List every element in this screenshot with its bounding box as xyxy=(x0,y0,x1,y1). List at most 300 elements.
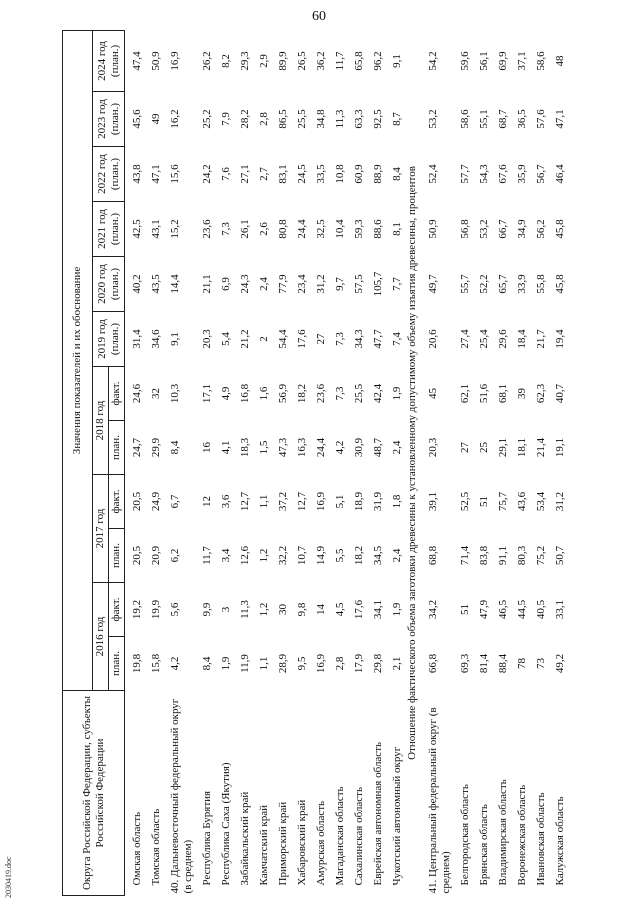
row-value-cell: 78 xyxy=(516,658,528,669)
table-row xyxy=(491,30,510,895)
row-value-cell: 10,8 xyxy=(334,164,346,184)
row-value-cell: 30 xyxy=(277,604,289,615)
row-value-cell: 65,8 xyxy=(353,51,365,71)
row-value-cell: 24,4 xyxy=(296,219,308,239)
row-value-cell: 18,2 xyxy=(353,545,365,566)
header-2016-plan: план. xyxy=(109,637,125,691)
row-value-cell: 4,2 xyxy=(334,440,346,455)
row-value-cell: 27,1 xyxy=(239,164,251,184)
row-region-name: Воронежская область xyxy=(516,784,528,886)
row-region-name: 40. Дальневосточный федеральный округ (в среднем) xyxy=(169,698,194,894)
header-values-title: Значения показателей и их обоснование xyxy=(63,30,93,690)
row-value-cell: 40,7 xyxy=(554,383,566,404)
row-value-cell: 68,1 xyxy=(497,383,509,404)
row-value-cell: 1,2 xyxy=(258,548,270,563)
row-value-cell: 18,4 xyxy=(516,329,528,349)
row-region-name: Омская область xyxy=(131,811,143,886)
row-value-cell: 20,5 xyxy=(131,491,143,512)
table-row xyxy=(214,30,233,895)
row-value-cell: 15,6 xyxy=(169,164,181,184)
row-value-cell: 16,8 xyxy=(239,383,251,404)
row-value-cell: 8,4 xyxy=(201,656,213,671)
row-value-cell: 21,2 xyxy=(239,329,251,349)
row-value-cell: 34,2 xyxy=(427,599,439,620)
row-value-cell: 14,4 xyxy=(169,274,181,294)
row-value-cell: 56,7 xyxy=(535,164,547,184)
row-value-cell: 24,5 xyxy=(296,164,308,184)
row-value-cell: 65,7 xyxy=(497,274,509,294)
row-region-name: Калужская область xyxy=(554,796,566,886)
row-value-cell: 16,3 xyxy=(296,437,308,458)
row-value-cell: 25,5 xyxy=(353,383,365,404)
row-value-cell: 17,6 xyxy=(353,599,365,620)
row-value-cell: 88,4 xyxy=(497,653,509,674)
row-value-cell: 52,5 xyxy=(459,491,471,512)
row-value-cell: 9,1 xyxy=(169,332,181,346)
row-value-cell: 11,9 xyxy=(239,654,251,673)
row-value-cell: 39 xyxy=(516,388,528,399)
row-value-cell: 7,3 xyxy=(334,386,346,401)
row-value-cell: 58,6 xyxy=(535,51,547,71)
row-value-cell: 6,2 xyxy=(169,548,181,563)
row-value-cell: 20,5 xyxy=(131,545,143,566)
row-value-cell: 52,4 xyxy=(427,164,439,184)
row-value-cell: 43,5 xyxy=(150,274,162,294)
row-region-name: Чукотский автономный округ xyxy=(391,746,403,886)
row-value-cell: 34,8 xyxy=(315,109,327,129)
row-value-cell: 5,6 xyxy=(169,602,181,617)
row-region-name: Брянская область xyxy=(478,804,490,886)
row-region-name: Белгородская область xyxy=(459,784,471,886)
row-value-cell: 53,4 xyxy=(535,491,547,512)
indicators-table xyxy=(62,30,567,896)
row-value-cell: 33,9 xyxy=(516,274,528,294)
row-value-cell: 4,9 xyxy=(220,386,232,401)
row-value-cell: 34,1 xyxy=(372,599,384,620)
row-value-cell: 2,8 xyxy=(258,112,270,126)
row-value-cell: 80,8 xyxy=(277,219,289,239)
row-value-cell: 49 xyxy=(150,113,162,125)
row-value-cell: 2,6 xyxy=(258,222,270,236)
row-value-cell: 23,6 xyxy=(315,383,327,404)
row-value-cell: 3,6 xyxy=(220,494,232,509)
row-value-cell: 2,4 xyxy=(391,440,403,455)
row-value-cell: 1,9 xyxy=(391,386,403,401)
row-region-name: Хабаровский край xyxy=(296,799,308,886)
row-value-cell: 49,2 xyxy=(554,653,566,674)
row-region-name: Еврейская автономная область xyxy=(372,741,384,886)
row-value-cell: 11,3 xyxy=(334,109,346,129)
row-value-cell: 75,2 xyxy=(535,545,547,566)
row-value-cell: 29,9 xyxy=(150,437,162,458)
row-value-cell: 8,4 xyxy=(391,167,403,181)
row-value-cell: 56,9 xyxy=(277,383,289,404)
row-value-cell: 7,3 xyxy=(220,222,232,236)
row-value-cell: 18,3 xyxy=(239,437,251,458)
row-value-cell: 54,4 xyxy=(277,329,289,349)
row-value-cell: 8,1 xyxy=(391,222,403,236)
row-value-cell: 29,6 xyxy=(497,329,509,349)
row-value-cell: 3 xyxy=(220,606,232,613)
row-value-cell: 25 xyxy=(478,442,490,453)
row-value-cell: 27 xyxy=(459,442,471,453)
rotated-table-sheet xyxy=(62,31,632,896)
row-value-cell: 12,7 xyxy=(239,491,251,512)
row-value-cell: 40,2 xyxy=(131,274,143,294)
row-value-cell: 7,7 xyxy=(391,277,403,291)
row-value-cell: 15,2 xyxy=(169,219,181,239)
row-value-cell: 32 xyxy=(150,388,162,399)
row-value-cell: 1,2 xyxy=(258,602,270,617)
row-value-cell: 35,9 xyxy=(516,164,528,184)
row-value-cell: 26,2 xyxy=(201,51,213,71)
header-2016-fact: факт. xyxy=(109,583,125,637)
row-value-cell: 50,9 xyxy=(427,219,439,239)
row-value-cell: 7,4 xyxy=(391,332,403,346)
table-row xyxy=(453,30,472,895)
row-value-cell: 43,8 xyxy=(131,164,143,184)
row-value-cell: 45,8 xyxy=(554,274,566,294)
table-row xyxy=(548,30,567,895)
row-value-cell: 51,6 xyxy=(478,383,490,404)
row-value-cell: 57,7 xyxy=(459,164,471,184)
header-2018: 2018 год xyxy=(93,367,109,475)
row-value-cell: 32,2 xyxy=(277,545,289,566)
row-value-cell: 21,4 xyxy=(535,437,547,458)
row-value-cell: 45 xyxy=(427,388,439,399)
row-value-cell: 4,5 xyxy=(334,602,346,617)
row-value-cell: 2,8 xyxy=(334,656,346,671)
table-row xyxy=(510,30,529,895)
row-value-cell: 57,6 xyxy=(535,109,547,129)
row-value-cell: 7,6 xyxy=(220,167,232,181)
row-value-cell: 54,3 xyxy=(478,164,490,184)
row-value-cell: 20,3 xyxy=(427,437,439,458)
row-region-name: Владимирская область xyxy=(497,779,509,886)
row-value-cell: 51 xyxy=(478,496,490,507)
row-value-cell: 55,8 xyxy=(535,274,547,294)
row-value-cell: 53,2 xyxy=(478,219,490,239)
row-value-cell: 25,4 xyxy=(478,329,490,349)
row-region-name: Приморский край xyxy=(277,801,289,886)
row-value-cell: 92,5 xyxy=(372,109,384,129)
row-value-cell: 11,3 xyxy=(239,600,251,619)
row-value-cell: 24,6 xyxy=(131,383,143,404)
row-value-cell: 56,1 xyxy=(478,51,490,71)
header-2021: 2021 год (план.) xyxy=(93,202,125,257)
row-value-cell: 33,5 xyxy=(315,164,327,184)
row-value-cell: 26,1 xyxy=(239,219,251,239)
row-value-cell: 27,4 xyxy=(459,329,471,349)
section-title: Отношение фактического объема заготовки древесины к установленному допустимому объему изъятия древесины, процентов xyxy=(406,166,418,760)
row-value-cell: 45,8 xyxy=(554,219,566,239)
row-value-cell: 24,9 xyxy=(150,491,162,512)
row-value-cell: 34,9 xyxy=(516,219,528,239)
row-value-cell: 105,7 xyxy=(372,271,384,297)
row-value-cell: 24,3 xyxy=(239,274,251,294)
table-row xyxy=(529,30,548,895)
row-value-cell: 19,4 xyxy=(554,329,566,349)
row-value-cell: 14 xyxy=(315,604,327,615)
row-value-cell: 20,6 xyxy=(427,329,439,349)
row-value-cell: 83,1 xyxy=(277,164,289,184)
row-value-cell: 23,6 xyxy=(201,219,213,239)
row-value-cell: 29,3 xyxy=(239,51,251,71)
row-value-cell: 71,4 xyxy=(459,545,471,566)
row-value-cell: 37,1 xyxy=(516,51,528,71)
header-2020: 2020 год (план.) xyxy=(93,257,125,312)
row-value-cell: 20,3 xyxy=(201,329,213,349)
row-value-cell: 17,9 xyxy=(353,653,365,674)
row-value-cell: 40,5 xyxy=(535,599,547,620)
row-value-cell: 1,9 xyxy=(391,602,403,617)
row-value-cell: 80,3 xyxy=(516,545,528,566)
row-value-cell: 69,9 xyxy=(497,51,509,71)
table-body xyxy=(125,30,568,895)
header-2019: 2019 год (план.) xyxy=(93,312,125,367)
row-value-cell: 14,9 xyxy=(315,545,327,566)
row-value-cell: 44,5 xyxy=(516,599,528,620)
row-value-cell: 2,9 xyxy=(258,54,270,68)
table-row xyxy=(252,30,271,895)
row-value-cell: 59,3 xyxy=(353,219,365,239)
row-value-cell: 8,4 xyxy=(169,440,181,455)
row-value-cell: 56,8 xyxy=(459,219,471,239)
row-value-cell: 57,5 xyxy=(353,274,365,294)
row-value-cell: 18,1 xyxy=(516,437,528,458)
row-value-cell: 47,9 xyxy=(478,599,490,620)
row-value-cell: 21,7 xyxy=(535,329,547,349)
row-value-cell: 1,6 xyxy=(258,386,270,401)
row-value-cell: 12,6 xyxy=(239,545,251,566)
row-region-name: Республика Саха (Якутия) xyxy=(220,762,232,886)
row-value-cell: 9,8 xyxy=(296,602,308,617)
row-value-cell: 10,7 xyxy=(296,545,308,566)
row-region-name: Амурская область xyxy=(315,800,327,886)
row-value-cell: 9,7 xyxy=(334,277,346,291)
header-2017-fact: факт. xyxy=(109,475,125,529)
row-value-cell: 2,4 xyxy=(391,548,403,563)
row-value-cell: 47,3 xyxy=(277,437,289,458)
row-value-cell: 89,9 xyxy=(277,51,289,71)
row-value-cell: 5,4 xyxy=(220,332,232,346)
table-row xyxy=(366,30,385,895)
row-value-cell: 48,7 xyxy=(372,437,384,458)
row-region-name: Магаданская область xyxy=(334,786,346,886)
row-value-cell: 62,3 xyxy=(535,383,547,404)
row-value-cell: 27 xyxy=(315,333,327,345)
row-value-cell: 9,1 xyxy=(391,54,403,68)
header-2017-plan: план. xyxy=(109,529,125,583)
row-value-cell: 21,1 xyxy=(201,274,213,294)
row-value-cell: 1,1 xyxy=(258,656,270,671)
row-value-cell: 17,1 xyxy=(201,383,213,404)
row-value-cell: 2,1 xyxy=(391,656,403,671)
row-value-cell: 9,5 xyxy=(296,656,308,671)
row-value-cell: 34,6 xyxy=(150,329,162,349)
table-header xyxy=(63,30,125,895)
row-value-cell: 33,1 xyxy=(554,599,566,620)
row-region-name: 41. Центральный федеральный округ (в среднем) xyxy=(427,707,452,894)
header-2024: 2024 год (план.) xyxy=(93,30,125,91)
row-value-cell: 7,3 xyxy=(334,332,346,346)
row-value-cell: 48 xyxy=(554,55,566,67)
row-value-cell: 43,6 xyxy=(516,491,528,512)
page-number: 60 xyxy=(312,9,326,24)
header-2022: 2022 год (план.) xyxy=(93,147,125,202)
row-value-cell: 1,9 xyxy=(220,656,232,671)
row-value-cell: 19,8 xyxy=(131,653,143,674)
row-value-cell: 62,1 xyxy=(459,383,471,404)
table-row xyxy=(290,30,309,895)
row-value-cell: 17,6 xyxy=(296,329,308,349)
row-value-cell: 77,9 xyxy=(277,274,289,294)
table-row xyxy=(385,30,404,895)
row-value-cell: 66,7 xyxy=(497,219,509,239)
row-value-cell: 68,7 xyxy=(497,109,509,129)
row-value-cell: 50,9 xyxy=(150,51,162,71)
row-value-cell: 10,4 xyxy=(334,219,346,239)
row-value-cell: 55,7 xyxy=(459,274,471,294)
row-value-cell: 1,8 xyxy=(391,494,403,509)
row-value-cell: 12,7 xyxy=(296,491,308,512)
row-value-cell: 66,8 xyxy=(427,653,439,674)
row-value-cell: 9,9 xyxy=(201,602,213,617)
row-value-cell: 68,8 xyxy=(427,545,439,566)
row-region-name: Сахалинская область xyxy=(353,787,365,886)
table-row xyxy=(309,30,328,895)
row-region-name: Камчатский край xyxy=(258,805,270,886)
row-value-cell: 1,5 xyxy=(258,440,270,455)
table-row xyxy=(472,30,491,895)
table-row xyxy=(347,30,366,895)
row-value-cell: 47,1 xyxy=(554,109,566,129)
table-row xyxy=(144,30,163,895)
row-value-cell: 26,5 xyxy=(296,51,308,71)
row-value-cell: 31,2 xyxy=(315,274,327,294)
row-value-cell: 6,7 xyxy=(169,494,181,509)
row-value-cell: 60,9 xyxy=(353,164,365,184)
row-value-cell: 49,7 xyxy=(427,274,439,294)
row-value-cell: 30,9 xyxy=(353,437,365,458)
row-value-cell: 88,6 xyxy=(372,219,384,239)
row-value-cell: 46,4 xyxy=(554,164,566,184)
header-2018-fact: факт. xyxy=(109,367,125,421)
row-value-cell: 59,6 xyxy=(459,51,471,71)
row-value-cell: 51 xyxy=(459,604,471,615)
row-value-cell: 6,9 xyxy=(220,277,232,291)
row-value-cell: 34,5 xyxy=(372,545,384,566)
row-value-cell: 4,2 xyxy=(169,656,181,671)
row-value-cell: 24,4 xyxy=(315,437,327,458)
row-value-cell: 47,1 xyxy=(150,164,162,184)
row-value-cell: 29,8 xyxy=(372,653,384,674)
row-value-cell: 37,2 xyxy=(277,491,289,512)
row-value-cell: 96,2 xyxy=(372,51,384,71)
row-value-cell: 16,9 xyxy=(315,653,327,674)
row-value-cell: 55,1 xyxy=(478,109,490,129)
row-value-cell: 83,8 xyxy=(478,545,490,566)
row-value-cell: 25,5 xyxy=(296,109,308,129)
row-value-cell: 16,2 xyxy=(169,109,181,129)
document-id: 2030419.doc xyxy=(4,856,13,898)
header-2018-plan: план. xyxy=(109,421,125,475)
row-value-cell: 73 xyxy=(535,658,547,669)
row-value-cell: 20,9 xyxy=(150,545,162,566)
table-row xyxy=(421,30,453,895)
row-value-cell: 11,7 xyxy=(201,546,213,565)
row-value-cell: 12 xyxy=(201,496,213,507)
row-value-cell: 1,1 xyxy=(258,494,270,509)
row-value-cell: 50,7 xyxy=(554,545,566,566)
row-value-cell: 81,4 xyxy=(478,653,490,674)
table-row xyxy=(328,30,347,895)
row-value-cell: 19,2 xyxy=(131,599,143,620)
header-2023: 2023 год (план.) xyxy=(93,92,125,147)
row-value-cell: 15,8 xyxy=(150,653,162,674)
table-row xyxy=(163,30,195,895)
row-value-cell: 10,3 xyxy=(169,383,181,404)
row-value-cell: 5,5 xyxy=(334,548,346,563)
row-value-cell: 2 xyxy=(258,336,270,342)
row-region-name: Забайкальский край xyxy=(239,791,251,886)
row-value-cell: 88,9 xyxy=(372,164,384,184)
row-value-cell: 25,2 xyxy=(201,109,213,129)
table-row xyxy=(125,30,145,895)
row-region-name: Республика Бурятия xyxy=(201,790,213,886)
table-row xyxy=(233,30,252,895)
header-2017: 2017 год xyxy=(93,475,109,583)
row-value-cell: 91,1 xyxy=(497,545,509,566)
row-value-cell: 31,4 xyxy=(131,329,143,349)
row-value-cell: 32,5 xyxy=(315,219,327,239)
row-value-cell: 45,6 xyxy=(131,109,143,129)
table-row xyxy=(271,30,290,895)
row-value-cell: 58,6 xyxy=(459,109,471,129)
row-value-cell: 7,9 xyxy=(220,112,232,126)
row-value-cell: 47,4 xyxy=(131,51,143,71)
row-value-cell: 18,9 xyxy=(353,491,365,512)
row-value-cell: 23,4 xyxy=(296,274,308,294)
row-value-cell: 46,5 xyxy=(497,599,509,620)
row-value-cell: 29,1 xyxy=(497,437,509,458)
row-value-cell: 11,7 xyxy=(334,51,346,71)
row-value-cell: 19,9 xyxy=(150,599,162,620)
row-value-cell: 67,6 xyxy=(497,164,509,184)
row-value-cell: 3,4 xyxy=(220,548,232,563)
header-2016: 2016 год xyxy=(93,583,109,691)
row-value-cell: 56,2 xyxy=(535,219,547,239)
row-value-cell: 69,3 xyxy=(459,653,471,674)
header-region: Округа Российской Федерации, субъекты Российской Федерации xyxy=(63,691,125,896)
row-value-cell: 36,5 xyxy=(516,109,528,129)
row-region-name: Томская область xyxy=(150,808,162,886)
row-value-cell: 16,9 xyxy=(169,51,181,71)
row-value-cell: 2,4 xyxy=(258,277,270,291)
row-value-cell: 42,5 xyxy=(131,219,143,239)
section-separator-row xyxy=(404,30,421,895)
row-value-cell: 4,1 xyxy=(220,440,232,455)
row-value-cell: 31,9 xyxy=(372,491,384,512)
row-value-cell: 5,1 xyxy=(334,494,346,509)
row-value-cell: 2,7 xyxy=(258,167,270,181)
row-value-cell: 53,2 xyxy=(427,109,439,129)
row-value-cell: 34,3 xyxy=(353,329,365,349)
row-value-cell: 47,7 xyxy=(372,329,384,349)
row-value-cell: 75,7 xyxy=(497,491,509,512)
row-value-cell: 16,9 xyxy=(315,491,327,512)
row-value-cell: 42,4 xyxy=(372,383,384,404)
